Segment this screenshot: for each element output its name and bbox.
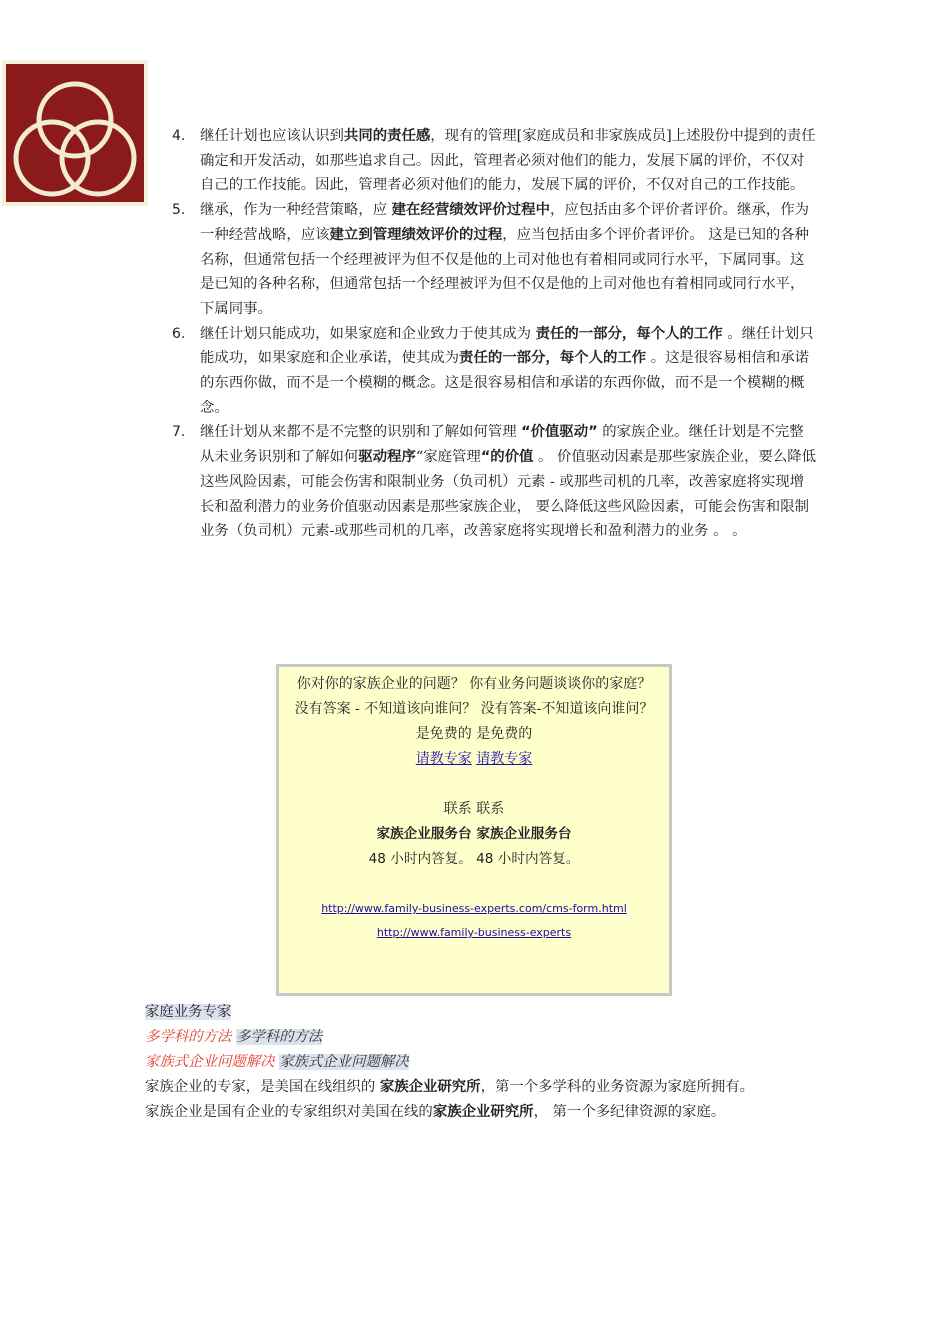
three-circles-logo-icon <box>2 60 148 206</box>
approach-line: 多学科的方法 多学科的方法 <box>145 1029 323 1045</box>
no-answer-text: 没有答案 - 不知道该向谁问？ 没有答案-不知道该向谁问？ <box>294 701 654 717</box>
ask-expert-link[interactable]: 请教专家 <box>476 751 533 767</box>
item-number: 4. <box>172 128 186 144</box>
spacer <box>289 872 659 897</box>
item-text: 继任计划从来都不是不完整的识别和了解如何管理 “价值驱动” 的家族企业。继任计划是不完整从未业务识别和了解如何驱动程序“家庭管理“的价值 。 价值驱动因素是那些家族企业，要么降低这些风险因素，可能会伤害和限制业务（负司机）元素 - 或那些司机的几率，改善家庭将实现增长和盈利潜力的业务价值驱动因素是那些家族企业， 要么降低这些风险因素，可能会伤害和限制业务（负司机）元素-或那些司机的几率，改善家庭将实现增长和盈利潜力的业务 。 。 <box>200 424 817 540</box>
ask-expert-links <box>289 747 659 772</box>
site-url-link[interactable]: http://www.family-business-experts <box>376 926 572 939</box>
contact-text: 联系 联系 <box>443 801 505 817</box>
question-text: 你对你的家族企业的问题？ 你有业务问题谈谈你的家庭？ <box>296 676 652 692</box>
intro-paragraph-2: 家族企业是国有企业的专家组织对美国在线的家族企业研究所， 第一个多纪律资源的家庭。 <box>145 1104 726 1120</box>
cms-form-url-link[interactable]: http://www.family-business-experts.com/cms-form.html <box>321 902 627 915</box>
list-item <box>166 198 818 322</box>
item-text: 继承，作为一种经营策略，应 建在经营绩效评价过程中，应包括由多个评价者评价。继承，作为一种经营战略，应该建立到管理绩效评价的过程，应当包括由多个评价者评价。 这是已知的各种名称，但通常包括一个经理被评为但不仅是他的上司对他也有着相同或同行水平，下属同事。这是已知的各种名称，但通常包括一个经理被评为但不仅是他的上司对他也有着相同或同行水平， 下属同事。 <box>200 202 810 317</box>
section-heading: 家庭业务专家 <box>145 1004 232 1020</box>
item-number: 5. <box>172 202 186 219</box>
reply-time-text: 48 小时内答复。 48 小时内答复。 <box>368 851 580 867</box>
item-text: 继任计划只能成功，如果家庭和企业致力于使其成为 责任的一部分，每个人的工作 。继任计划只能成功，如果家庭和企业承诺，使其成为责任的一部分，每个人的工作 。这是很容易相信和承诺的东西你做，而不是一个模糊的概念。这是很容易相信和承诺的东西你做，而不是一个模糊的概念。 <box>200 325 814 416</box>
solving-line: 家族式企业问题解决 家族式企业问题解决 <box>145 1054 409 1070</box>
free-text: 是免费的 是免费的 <box>415 726 533 742</box>
service-desk-text: 家族企业服务台 家族企业服务台 <box>376 826 572 842</box>
succession-plan-list <box>166 124 818 544</box>
item-number: 6. <box>172 325 186 342</box>
spacer <box>289 772 659 797</box>
item-text: 继任计划也应该认识到共同的责任感，现有的管理[家庭成员和非家族成员]上述股份中提到的责任确定和开发活动，如那些追求自己。因此，管理者必须对他们的能力，发展下属的评价，不仅对自己的工作技能。因此，管理者必须对他们的能力，发展下属的评价，不仅对自己的工作技能。 <box>200 128 816 194</box>
list-item <box>166 322 818 421</box>
item-number: 7. <box>172 424 186 441</box>
list-item <box>166 124 818 198</box>
intro-paragraph: 家族企业的专家，是美国在线组织的 家族企业研究所，第一个多学科的业务资源为家庭所拥有。 <box>145 1079 755 1095</box>
list-item <box>166 420 818 544</box>
bottom-section <box>145 1000 825 1125</box>
ask-expert-box <box>276 664 672 996</box>
ask-expert-link[interactable]: 请教专家 <box>415 751 472 767</box>
